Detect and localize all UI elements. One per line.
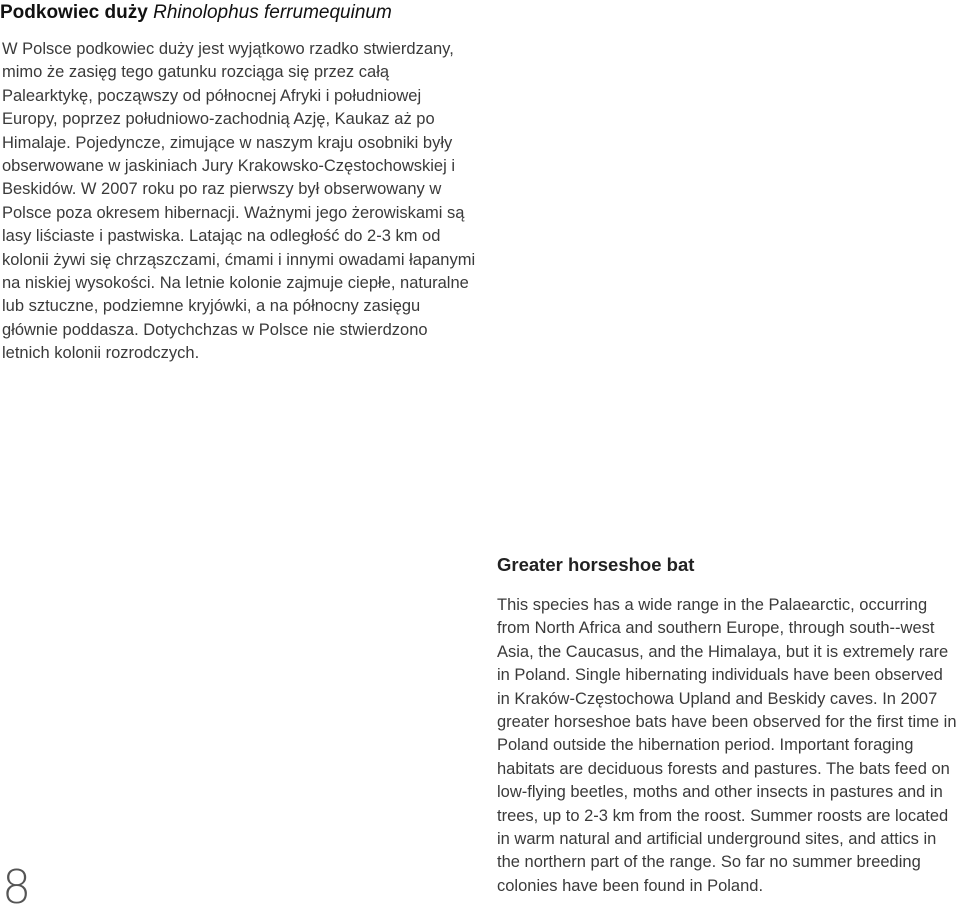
page-number: 8	[2, 860, 32, 914]
polish-common-name: Podkowiec duży	[0, 2, 148, 23]
english-description: This species has a wide range in the Palaearctic, occurring from North Africa and southern Europe, through south--west Asia, the Caucasus, and the Himalaya, but it is extremely rare in Poland. Single hibernating individuals have been observed in Kraków-Częstochowa Upland and Beskidy caves. In 2007 greater horseshoe bats have been observed for the first time in Poland outside the hibernation period. Important foraging habitats are deciduous forests and pastures. The bats feed on low-flying beetles, moths and other insects in pastures and in trees, up to 2-3 km from the roost. Summer roosts are located in warm natural and artificial underground sites, and attics in the northern part of the range. So far no summer breeding colonies have been found in Poland.	[497, 596, 957, 895]
latin-species-name: Rhinolophus ferrumequinum	[153, 2, 392, 23]
polish-description: W Polsce podkowiec duży jest wyjątkowo rzadko stwierdzany, mimo że zasięg tego gatunku rozciąga się przez całą Palearktykę, począwszy od północnej Afryki i południowej Europy, poprzez południowo-zachodnią Azję, Kaukaz aż po Himalaje. Pojedyncze, zimujące w naszym kraju osobniki były obserwowane w jaskiniach Jury Krakowsko-Częstochowskiej i Beskidów. W 2007 roku po raz pierwszy był obserwowany w Polsce poza okresem hibernacji. Ważnymi jego żerowiskami są lasy liściaste i pastwiska. Latając na odległość do 2-3 km od kolonii żywi się chrząszczami, ćmami i innymi owadami łapanymi na niskiej wysokości. Na letnie kolonie zajmuje ciepłe, naturalne lub sztuczne, podziemne kryjówki, a na północny zasięgu głównie poddasza. Dotychchzas w Polsce nie stwierdzono letnich kolonii rozrodczych.	[2, 40, 476, 363]
english-species-title: Greater horseshoe bat	[497, 554, 695, 575]
polish-species-title	[0, 0, 392, 26]
